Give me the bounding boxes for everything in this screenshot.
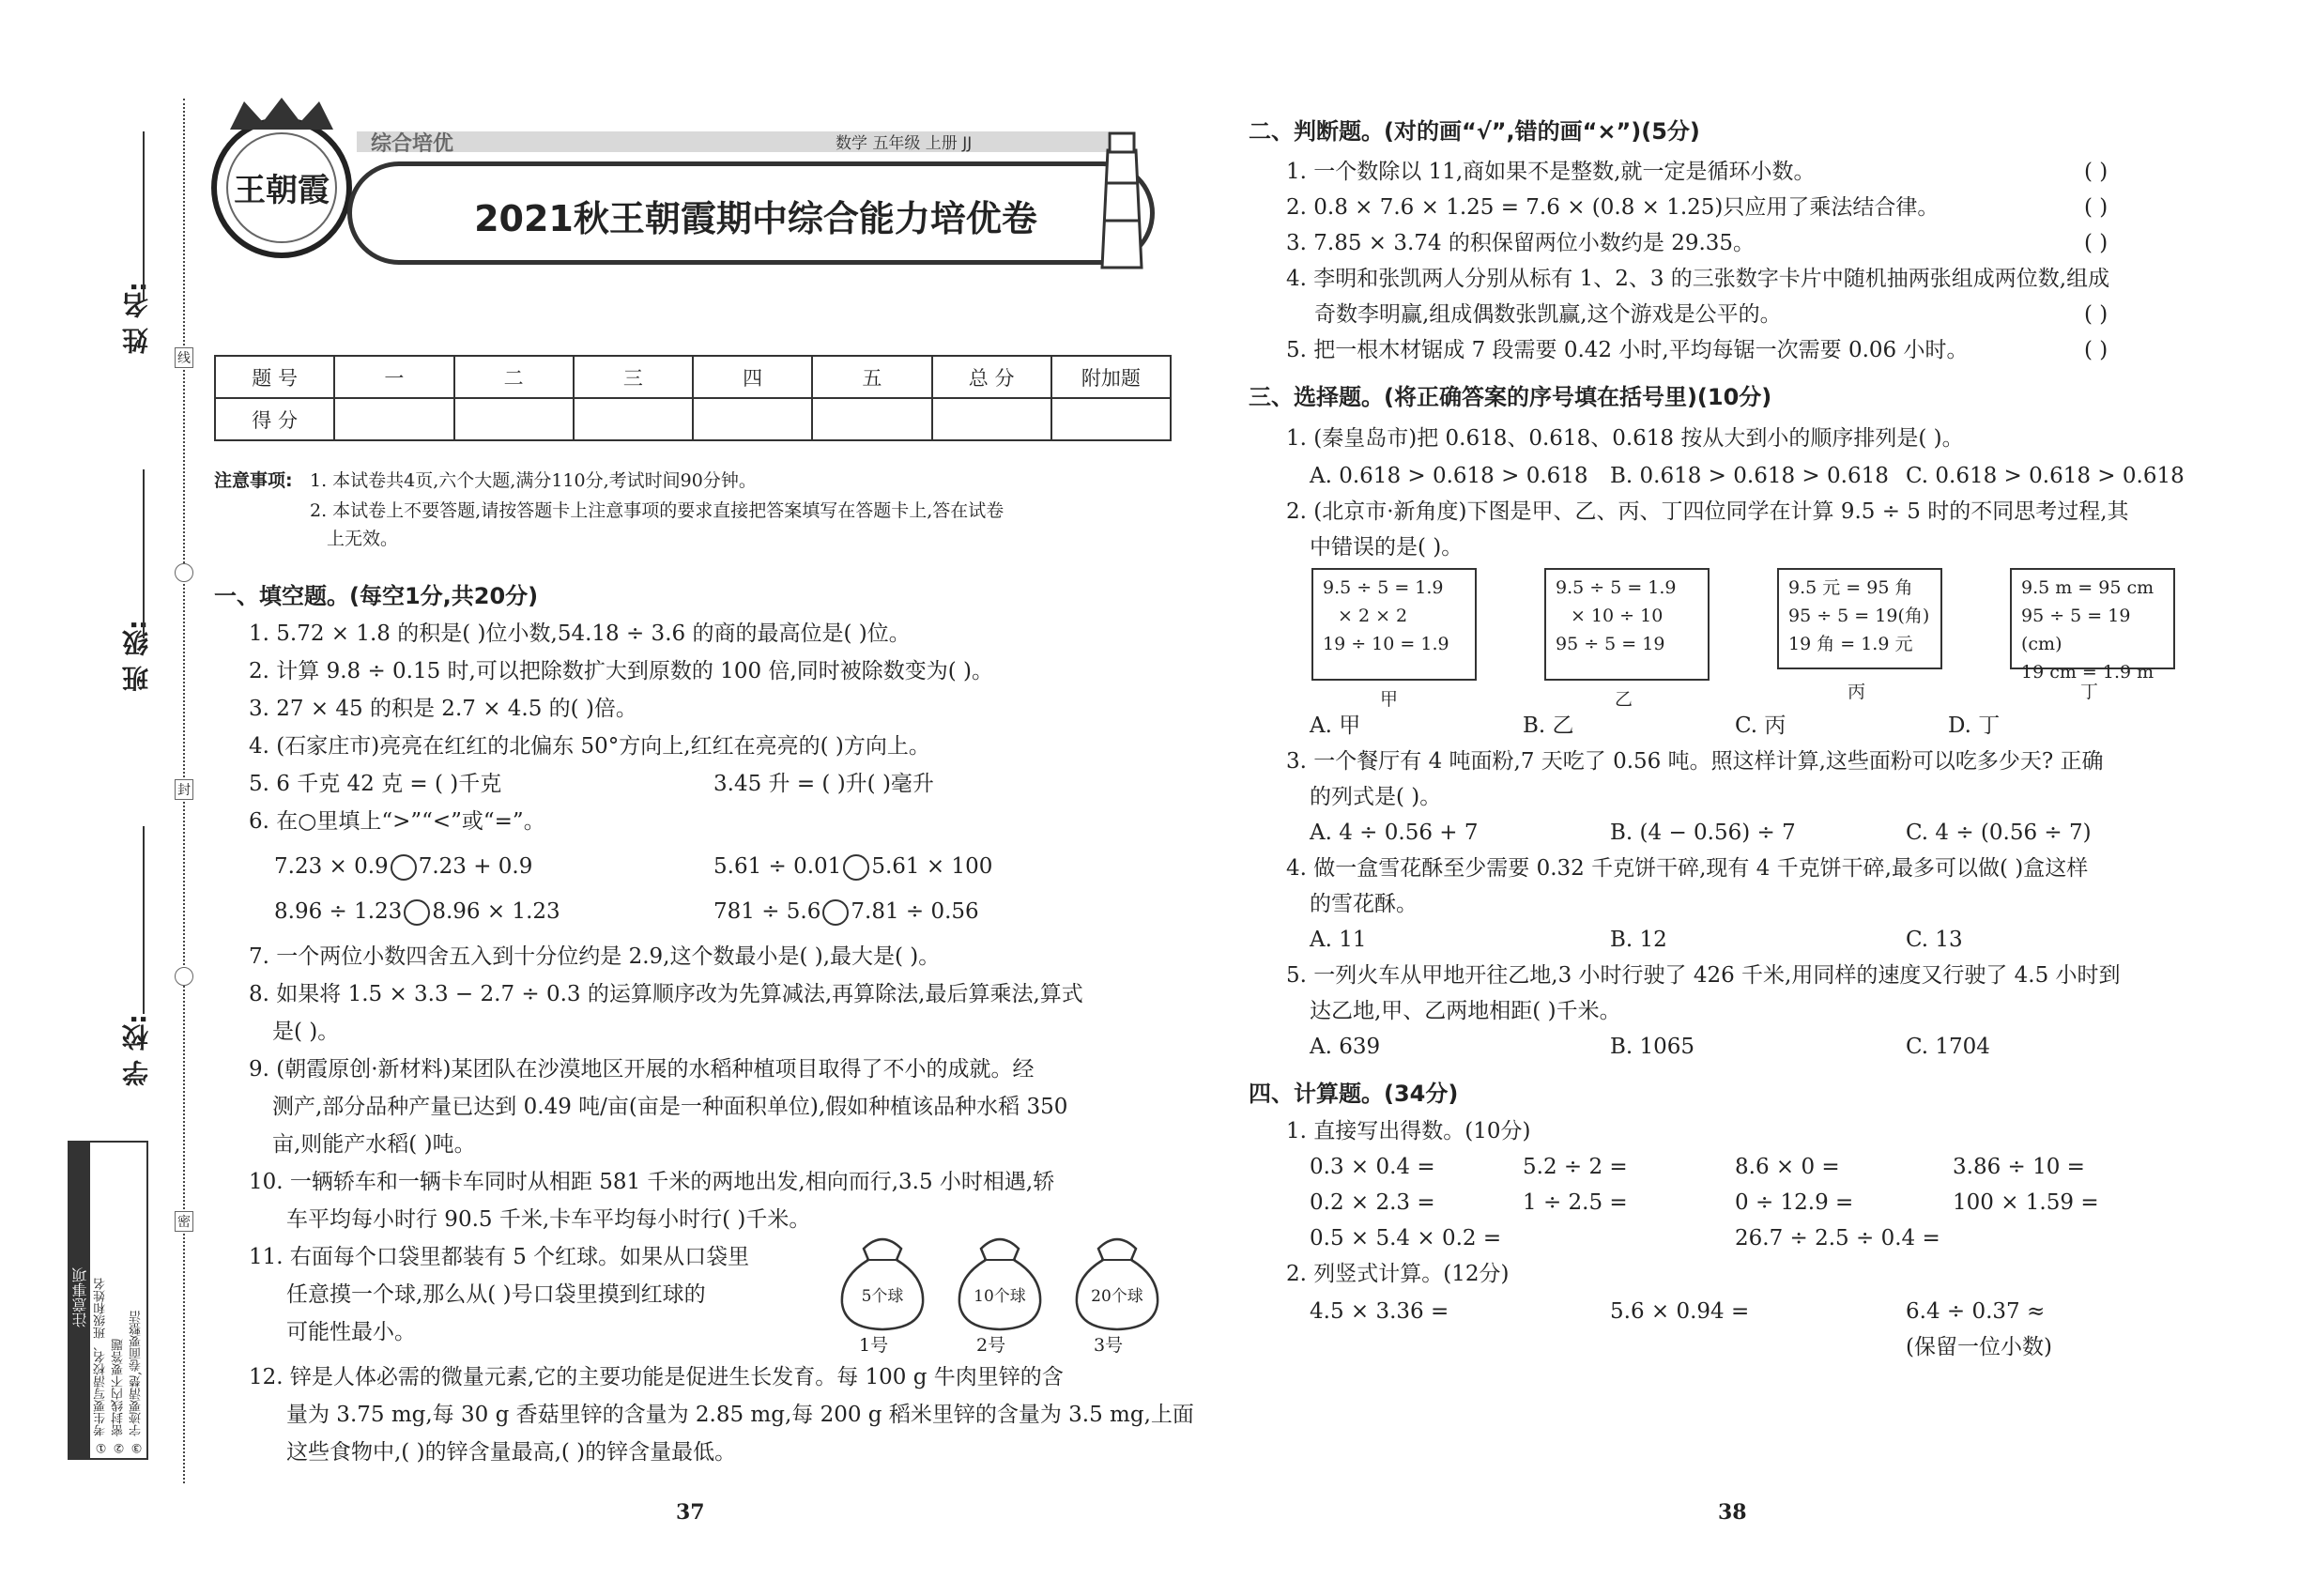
option: B. 1065 [1610,1035,1695,1059]
class-line [143,469,145,638]
box-line: 9.5 元 = 95 角 [1788,577,1913,598]
question: 2. (北京市·新角度)下图是甲、乙、丙、丁四位同学在计算 9.5 ÷ 5 时的不同思考过程,其 [1286,499,2129,524]
judge-item: 2. 0.8 × 7.6 × 1.25 = 7.6 × (0.8 × 1.25)只应用了乘法结合律。 [1286,195,1940,220]
vertical-calc: 4.5 × 3.36 = [1310,1299,1449,1324]
cut-mark-close: 密 [175,1211,193,1232]
compare-left: 781 ÷ 5.6 [713,899,821,924]
bag-label: 3号 [1094,1335,1124,1356]
cut-mark-seal: 封 [175,779,193,800]
compare-circle[interactable] [391,854,417,881]
judge-item: 5. 把一根木材锯成 7 段需要 0.42 小时,平均每锯一次需要 0.06 小时。 [1286,338,1969,362]
subsection-title: 2. 列竖式计算。(12分) [1286,1262,1510,1286]
vertical-calc: 6.4 ÷ 0.37 ≈ [1906,1299,2046,1324]
compare-left: 8.96 ÷ 1.23 [274,899,403,924]
option: C. 0.618 > 0.618 > 0.618 [1906,464,2185,488]
notice-line: 上无效。 [327,529,399,549]
hole-icon [175,563,193,582]
bag-content: 5个球 [861,1287,904,1306]
question: 2. 计算 9.8 ÷ 0.15 时,可以把除数扩大到原数的 100 倍,同时被除数变为( )。 [249,659,993,683]
calc-item: 1 ÷ 2.5 = [1523,1190,1628,1215]
option: C. 1704 [1906,1035,1990,1059]
score-head: 题 号 [215,356,334,398]
logo-seal [211,117,352,258]
cut-mark-line: 线 [175,347,193,368]
judge-item: 4. 李明和张凯两人分别从标有 1、2、3 的三张数字卡片中随机抽两张组成两位数,组成 [1286,267,2110,291]
option: B. (4 − 0.56) ÷ 7 [1610,821,1796,845]
question: 测产,部分品种产量已达到 0.49 吨/亩(亩是一种面积单位),假如种植该品种水稻 350 [272,1095,1068,1119]
calc-item: 8.6 × 0 = [1735,1155,1840,1179]
box-line: 9.5 ÷ 5 = 1.9 [1323,577,1444,598]
score-cell[interactable] [812,398,931,440]
compare-circle[interactable] [404,899,430,926]
compare-left: 5.61 ÷ 0.01 [713,854,842,879]
section4-title: 四、计算题。(34分) [1249,1081,1459,1107]
question: 3.45 升 = ( )升( )毫升 [713,772,934,796]
question: 12. 锌是人体必需的微量元素,它的主要功能是促进生长发育。每 100 g 牛肉里锌的含 [249,1365,1064,1389]
calc-item: 26.7 ÷ 2.5 ÷ 0.4 = [1735,1226,1940,1251]
option: A. 0.618 > 0.618 > 0.618 [1310,464,1588,488]
answer-paren[interactable]: ( ) [2084,160,2108,184]
question: 5. 一列火车从甲地开往乙地,3 小时行驶了 426 千米,用同样的速度又行驶了 4.5 小时到 [1286,963,2121,988]
score-head: 五 [812,356,931,398]
box-line: 9.5 m = 95 cm [2021,577,2154,598]
binding-notice-item: ① 考生要写清校名、班级和姓名 [94,1277,108,1454]
compare-right: 8.96 × 1.23 [432,899,560,924]
box-line: 9.5 ÷ 5 = 1.9 [1556,577,1677,598]
answer-paren[interactable]: ( ) [2084,338,2108,362]
page-number-left: 37 [676,1500,705,1525]
compare-right: 7.23 + 0.9 [418,854,533,879]
calc-item: 0.5 × 5.4 × 0.2 = [1310,1226,1502,1251]
option: D. 丁 [1948,714,2001,738]
question: 4. (石家庄市)亮亮在红红的北偏东 50°方向上,红红在亮亮的( )方向上。 [249,734,930,759]
calc-item: 0 ÷ 12.9 = [1735,1190,1854,1215]
school-line [143,826,145,1014]
box-line: 95 ÷ 5 = 19(角) [1788,606,1930,626]
notice-line: 1. 本试卷共4页,六个大题,满分110分,考试时间90分钟。 [310,470,757,491]
compare-item [274,852,532,881]
question: 达乙地,甲、乙两地相距( )千米。 [1310,999,1621,1023]
binding-notice-box [68,1141,148,1460]
question: 任意摸一个球,那么从( )号口袋里摸到红球的 [286,1282,706,1307]
hole-icon [175,967,193,986]
box-line: 19 cm = 1.9 m [2021,662,2154,683]
section3-title: 三、选择题。(将正确答案的序号填在括号里)(10分) [1249,384,1772,410]
score-head: 一 [334,356,453,398]
bag-3 [1066,1230,1169,1333]
question: 中错误的是( )。 [1310,535,1464,560]
question: 1. (秦皇岛市)把 0.618、0.618、0.618 按从大到小的顺序排列是( )。 [1286,426,1964,451]
question: 7. 一个两位小数四舍五入到十分位约是 2.9,这个数最小是( ),最大是( )。 [249,944,941,969]
method-box-jia [1311,568,1477,681]
page-number-right: 38 [1718,1500,1747,1525]
option: B. 乙 [1523,714,1574,738]
question: 的列式是( )。 [1310,785,1442,809]
box-label: 甲 [1380,689,1399,710]
option: B. 0.618 > 0.618 > 0.618 [1610,464,1889,488]
compare-left: 7.23 × 0.9 [274,854,389,879]
box-line: 19 ÷ 10 = 1.9 [1323,634,1449,654]
bag-content: 10个球 [974,1287,1026,1306]
score-cell[interactable] [454,398,574,440]
method-box-yi [1544,568,1710,681]
option: A. 11 [1310,928,1367,952]
score-row-label: 得 分 [215,398,334,440]
compare-item [274,898,560,926]
notice-line: 2. 本试卷上不要答题,请按答题卡上注意事项的要求直接把答案填写在答题卡上,答在试卷 [310,500,1004,521]
score-head: 四 [693,356,812,398]
compare-item [713,898,979,926]
score-head: 三 [574,356,693,398]
box-label: 丁 [2080,682,2099,702]
score-table [214,355,1172,441]
option: C. 4 ÷ (0.56 ÷ 7) [1906,821,2092,845]
score-cell[interactable] [693,398,812,440]
box-label: 丙 [1848,682,1866,702]
question: 10. 一辆轿车和一辆卡车同时从相距 581 千米的两地出发,相向而行,3.5 小时相遇,轿 [249,1170,1055,1194]
answer-paren[interactable]: ( ) [2084,302,2108,327]
question: 4. 做一盒雪花酥至少需要 0.32 千克饼干碎,现有 4 千克饼干碎,最多可以做( )盒这样 [1286,856,2089,881]
page-title: 2021秋王朝霞期中综合能力培优卷 [474,198,1037,239]
compare-right: 5.61 × 100 [871,854,993,879]
question: 3. 一个餐厅有 4 吨面粉,7 天吃了 0.56 吨。照这样计算,这些面粉可以吃多少天? 正确 [1286,749,2104,774]
method-box-ding [2010,568,2175,683]
question: 11. 右面每个口袋里都装有 5 个红球。如果从口袋里 [249,1245,750,1269]
box-label: 乙 [1615,689,1633,710]
question: 量为 3.75 mg,每 30 g 香菇里锌的含量为 2.85 mg,每 200 g 稻米里锌的含量为 3.5 mg,上面 [286,1403,1194,1427]
score-cell[interactable] [1051,398,1171,440]
question: 6. 在○里填上“>”“<”或“=”。 [249,809,545,834]
score-cell[interactable] [932,398,1051,440]
judge-item: 奇数李明赢,组成偶数张凯赢,这个游戏是公平的。 [1314,302,1782,327]
calc-item: 100 × 1.59 = [1953,1190,2099,1215]
option: C. 13 [1906,928,1963,952]
section1-title: 一、填空题。(每空1分,共20分) [214,583,539,609]
header-band [357,131,1108,152]
compare-right: 7.81 ÷ 0.56 [851,899,979,924]
judge-item: 1. 一个数除以 11,商如果不是整数,就一定是循环小数。 [1286,160,1816,184]
question: 1. 5.72 × 1.8 的积是( )位小数,54.18 ÷ 3.6 的商的最高位是( )位。 [249,622,911,646]
name-line [143,131,145,300]
name-label: 姓 名: [121,282,152,354]
binding-notice-title: 注意事项 [69,1143,90,1458]
bag-label: 2号 [976,1335,1006,1356]
box-line: 19 角 = 1.9 元 [1788,634,1913,654]
score-cell[interactable] [334,398,453,440]
header-tag: 综合培优 [371,132,454,156]
option: A. 639 [1310,1035,1381,1059]
notice-label: 注意事项: [214,470,293,491]
crown-icon [225,94,338,131]
bag-2 [948,1230,1051,1333]
box-line: × 10 ÷ 10 [1571,606,1664,626]
class-label: 班 级: [121,620,152,692]
vertical-calc-note: (保留一位小数) [1906,1335,2052,1359]
question: 的雪花酥。 [1310,892,1418,916]
bag-label: 1号 [859,1335,889,1356]
score-cell[interactable] [574,398,693,440]
subsection-title: 1. 直接写出得数。(10分) [1286,1119,1531,1143]
option: A. 甲 [1310,714,1361,738]
answer-paren[interactable]: ( ) [2084,231,2108,255]
question: 亩,则能产水稻( )吨。 [272,1132,476,1157]
calc-item: 0.3 × 0.4 = [1310,1155,1435,1179]
option: A. 4 ÷ 0.56 + 7 [1310,821,1479,845]
logo-text: 王朝霞 [234,172,330,209]
question: 8. 如果将 1.5 × 3.3 − 2.7 ÷ 0.3 的运算顺序改为先算减法,再算除法,最后算乘法,算式 [249,982,1083,1006]
compare-circle[interactable] [822,899,849,926]
binding-notice-item: ③ 字迹要清楚,卷面要整洁 [130,1310,144,1454]
calc-item: 5.2 ÷ 2 = [1523,1155,1628,1179]
bag-content: 20个球 [1091,1287,1143,1306]
answer-paren[interactable]: ( ) [2084,195,2108,220]
compare-circle[interactable] [843,854,869,881]
compare-item [713,852,992,881]
bag-1 [831,1230,934,1333]
box-line: 95 ÷ 5 = 19 [1556,634,1665,654]
judge-item: 3. 7.85 × 3.74 的积保留两位小数约是 29.35。 [1286,231,1756,255]
header-meta: 数学 五年级 上册 JJ [836,134,973,153]
option: B. 12 [1610,928,1667,952]
box-line: × 2 × 2 [1338,606,1408,626]
question: 这些食物中,( )的锌含量最高,( )的锌含量最低。 [286,1440,737,1465]
calc-item: 3.86 ÷ 10 = [1953,1155,2085,1179]
method-box-bing [1777,568,1942,669]
question: 3. 27 × 45 的积是 2.7 × 4.5 的( )倍。 [249,697,637,721]
question: 是( )。 [272,1020,340,1044]
score-head: 二 [454,356,574,398]
question: 车平均每小时行 90.5 千米,卡车平均每小时行( )千米。 [286,1207,811,1232]
score-head: 总 分 [932,356,1051,398]
vertical-calc: 5.6 × 0.94 = [1610,1299,1750,1324]
question: 5. 6 千克 42 克 = ( )千克 [249,772,502,796]
question: 可能性最小。 [286,1320,416,1344]
binding-notice-item: ② 密封线内不要答题 [112,1338,126,1454]
calc-item: 0.2 × 2.3 = [1310,1190,1435,1215]
section2-title: 二、判断题。(对的画“√”,错的画“×”)(5分) [1249,118,1700,145]
school-label: 学 校: [121,1014,152,1086]
question: 9. (朝霞原创·新材料)某团队在沙漠地区开展的水稻种植项目取得了不小的成就。经 [249,1057,1035,1082]
box-line: 95 ÷ 5 = 19 (cm) [2021,606,2131,654]
lighthouse-icon [1080,131,1164,272]
option: C. 丙 [1735,714,1786,738]
score-head: 附加题 [1051,356,1171,398]
